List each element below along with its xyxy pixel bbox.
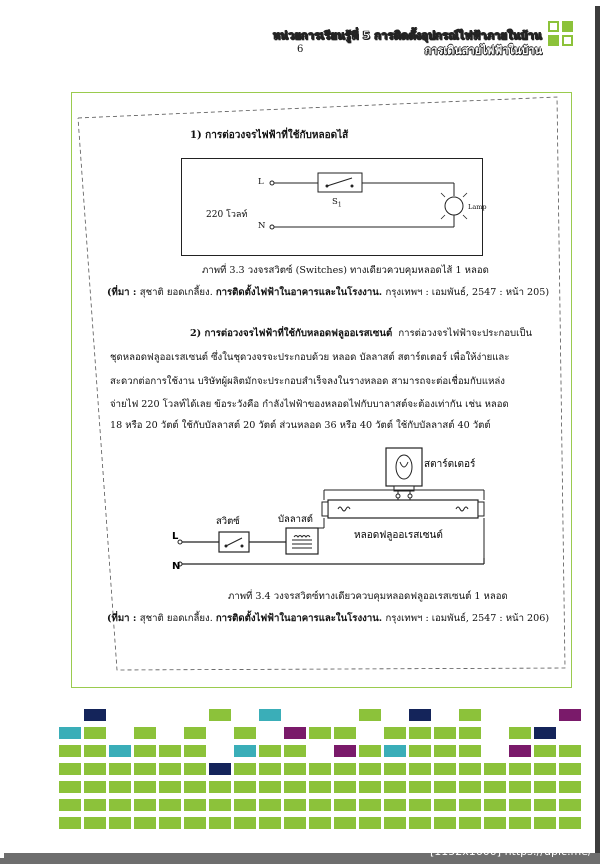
mosaic-tile	[159, 763, 181, 775]
label-n: N	[258, 221, 266, 231]
mosaic-tile	[134, 817, 156, 829]
mosaic-tile	[109, 781, 131, 793]
mosaic-tile	[334, 799, 356, 811]
starter-label: สตาร์ตเตอร์	[424, 459, 476, 470]
mosaic-tile	[59, 817, 81, 829]
mosaic-tile	[384, 745, 406, 757]
mosaic-tile	[159, 799, 181, 811]
label-l: L	[258, 177, 264, 187]
mosaic-tile	[309, 763, 331, 775]
mosaic-tile	[284, 799, 306, 811]
mosaic-tile	[159, 817, 181, 829]
mosaic-tile	[259, 763, 281, 775]
mosaic-tile	[384, 817, 406, 829]
mosaic-tile	[59, 763, 81, 775]
mosaic-tile	[459, 799, 481, 811]
mosaic-tile	[209, 763, 231, 775]
mosaic-tile	[59, 727, 81, 739]
mosaic-tile	[459, 745, 481, 757]
mosaic-tile	[509, 763, 531, 775]
mosaic-tile	[184, 745, 206, 757]
lamp-label: Lamp	[468, 203, 487, 211]
mosaic-tile	[509, 727, 531, 739]
mosaic-tile	[459, 817, 481, 829]
mosaic-tile	[234, 799, 256, 811]
mosaic-tile	[384, 781, 406, 793]
voltage-label: 220 โวลท์	[206, 210, 248, 220]
mosaic-tile	[534, 727, 556, 739]
mosaic-tile	[359, 781, 381, 793]
mosaic-tile	[459, 709, 481, 721]
mosaic-tile	[284, 817, 306, 829]
mosaic-tile	[134, 763, 156, 775]
mosaic-tile	[509, 745, 531, 757]
mosaic-tile	[234, 781, 256, 793]
mosaic-tile	[259, 817, 281, 829]
mosaic-tile	[109, 817, 131, 829]
figure-caption-2: ภาพที่ 3.4 วงจรสวิตซ์ทางเดียวควบคุมหลอดฟลูออเรสเซนต์ 1 หลอด	[228, 591, 508, 602]
mosaic-tile	[534, 817, 556, 829]
paragraph-line: สะดวกต่อการใช้งาน บริษัทผู้ผลิตมักจะประกอบสำเร็จลงในรางหลอด สามารถจะต่อเชื่อมกับแหล่ง	[110, 376, 505, 387]
figure-source-2: (ที่มา : สุชาติ ยอดเกลี้ยง. การติดตั้งไฟฟ้าในอาคารและในโรงงาน. กรุงเทพฯ : เอมพันธ์, 2547 : หน้า 206)	[107, 613, 550, 624]
mosaic-tile	[209, 799, 231, 811]
mosaic-tile	[309, 799, 331, 811]
mosaic-tile	[434, 781, 456, 793]
switch-label: $S_1$	[332, 197, 342, 209]
mosaic-tile	[259, 709, 281, 721]
mosaic-tile	[59, 781, 81, 793]
mosaic-tile	[559, 709, 581, 721]
header-subtitle: การเดินสายไฟฟ้าในบ้าน	[424, 44, 542, 57]
paragraph-line: ชุดหลอดฟลูออเรสเซนต์ ซึ่งในชุดวงจรจะประกอบด้วย หลอด บัลลาสต์ สตาร์ตเตอร์ เพื่อให้ง่ายและ	[110, 352, 510, 363]
mosaic-tile	[184, 763, 206, 775]
mosaic-tile	[484, 781, 506, 793]
mosaic-tile	[409, 763, 431, 775]
page-number: 6	[297, 44, 304, 55]
mosaic-tile	[484, 799, 506, 811]
figure-caption-1: ภาพที่ 3.3 วงจรสวิตซ์ (Switches) ทางเดียวควบคุมหลอดไส้ 1 หลอด	[202, 265, 489, 276]
watermark: [1152x1600] https://upic.me/	[430, 845, 592, 858]
mosaic-tile	[359, 709, 381, 721]
label-l: L	[172, 531, 179, 542]
mosaic-tile	[309, 817, 331, 829]
mosaic-tile	[409, 799, 431, 811]
mosaic-tile	[359, 817, 381, 829]
mosaic-tile	[84, 709, 106, 721]
mosaic-tile	[434, 727, 456, 739]
mosaic-tile	[184, 799, 206, 811]
mosaic-tile	[234, 727, 256, 739]
mosaic-tile	[509, 799, 531, 811]
mosaic-tile	[434, 799, 456, 811]
mosaic-tile	[259, 781, 281, 793]
mosaic-tile	[534, 745, 556, 757]
mosaic-tile	[559, 763, 581, 775]
mosaic-tile	[334, 763, 356, 775]
mosaic-tile	[559, 781, 581, 793]
paragraph-line: จ่ายไฟ 220 โวลท์ได้เลย ข้อระวังคือ กำลังไฟฟ้าของหลอดไฟกับบาลาสต์จะต้องเท่ากัน เช่น หลอด	[110, 399, 509, 410]
mosaic-tile	[84, 817, 106, 829]
mosaic-tile	[109, 745, 131, 757]
mosaic-tile	[184, 781, 206, 793]
mosaic-tile	[384, 727, 406, 739]
mosaic-tile	[209, 709, 231, 721]
section1-heading: 1) การต่อวงจรไฟฟ้าที่ใช้กับหลอดไส้	[190, 130, 349, 141]
mosaic-tile	[134, 727, 156, 739]
mosaic-tile	[209, 781, 231, 793]
mosaic-tile	[284, 763, 306, 775]
mosaic-tile	[234, 763, 256, 775]
mosaic-tile	[334, 727, 356, 739]
mosaic-tile	[434, 763, 456, 775]
mosaic-tile	[359, 745, 381, 757]
mosaic-tile	[409, 727, 431, 739]
mosaic-tile	[434, 745, 456, 757]
mosaic-tile	[559, 817, 581, 829]
section2-first-line: 2) การต่อวงจรไฟฟ้าที่ใช้กับหลอดฟลูออเรสเซนต์ การต่อวงจรไฟฟ้าจะประกอบเป็น	[190, 328, 533, 339]
mosaic-tile	[534, 799, 556, 811]
mosaic-tile	[484, 763, 506, 775]
mosaic-tile	[534, 763, 556, 775]
section2-heading: 2) การต่อวงจรไฟฟ้าที่ใช้กับหลอดฟลูออเรสเซนต์	[190, 328, 393, 339]
mosaic-tile	[159, 745, 181, 757]
mosaic-tile	[334, 781, 356, 793]
figure-source-1: (ที่มา : สุชาติ ยอดเกลี้ยง. การติดตั้งไฟฟ้าในอาคารและในโรงงาน. กรุงเทพฯ : เอมพันธ์, 2547 : หน้า 205)	[107, 287, 550, 298]
mosaic-tile	[484, 817, 506, 829]
mosaic-tile	[259, 799, 281, 811]
header-title: หน่วยการเรียนรู้ที่ 5 การติดตั้งอุปกรณ์ไฟฟ้าภายในบ้าน	[273, 29, 542, 42]
label-n: N	[172, 561, 181, 572]
mosaic-tile	[459, 781, 481, 793]
mosaic-tile	[259, 745, 281, 757]
mosaic-tile	[459, 727, 481, 739]
mosaic-tile	[409, 745, 431, 757]
mosaic-tile	[384, 799, 406, 811]
mosaic-tile	[284, 781, 306, 793]
mosaic-tile	[559, 799, 581, 811]
ballast-label: บัลลาสต์	[278, 514, 313, 525]
mosaic-tile	[84, 781, 106, 793]
mosaic-tile	[509, 781, 531, 793]
paragraph-line: 18 หรือ 20 วัตต์ ใช้กับบัลลาสต์ 20 วัตต์ ส่วนหลอด 36 หรือ 40 วัตต์ ใช้กับบัลลาสต์ 40 วัตต์	[110, 420, 491, 431]
mosaic-tile	[184, 727, 206, 739]
mosaic-tile	[134, 781, 156, 793]
mosaic-tile	[134, 799, 156, 811]
mosaic-tile	[59, 799, 81, 811]
switch-label: สวิตซ์	[216, 516, 240, 527]
mosaic-tile	[84, 745, 106, 757]
mosaic-tile	[109, 763, 131, 775]
mosaic-tile	[409, 781, 431, 793]
mosaic-tile	[284, 745, 306, 757]
mosaic-tile	[209, 817, 231, 829]
tube-label: หลอดฟลูออเรสเซนต์	[354, 530, 443, 541]
mosaic-tile	[534, 781, 556, 793]
mosaic-tile	[84, 763, 106, 775]
mosaic-tile	[134, 745, 156, 757]
mosaic-tile	[434, 817, 456, 829]
mosaic-tile	[109, 799, 131, 811]
mosaic-tile	[409, 709, 431, 721]
mosaic-tile	[359, 763, 381, 775]
mosaic-tile	[334, 745, 356, 757]
mosaic-tile	[84, 727, 106, 739]
mosaic-tile	[309, 727, 331, 739]
mosaic-tile	[184, 817, 206, 829]
mosaic-tile	[359, 799, 381, 811]
mosaic-tile	[159, 781, 181, 793]
mosaic-tile	[509, 817, 531, 829]
mosaic-tile	[409, 817, 431, 829]
mosaic-tile	[84, 799, 106, 811]
mosaic-tile	[559, 745, 581, 757]
mosaic-tile	[234, 745, 256, 757]
page-shadow	[595, 6, 600, 858]
mosaic-tile	[59, 745, 81, 757]
mosaic-tile	[234, 817, 256, 829]
mosaic-tile	[334, 817, 356, 829]
mosaic-tile	[384, 763, 406, 775]
mosaic-tile	[459, 763, 481, 775]
mosaic-tile	[309, 781, 331, 793]
mosaic-tile	[284, 727, 306, 739]
